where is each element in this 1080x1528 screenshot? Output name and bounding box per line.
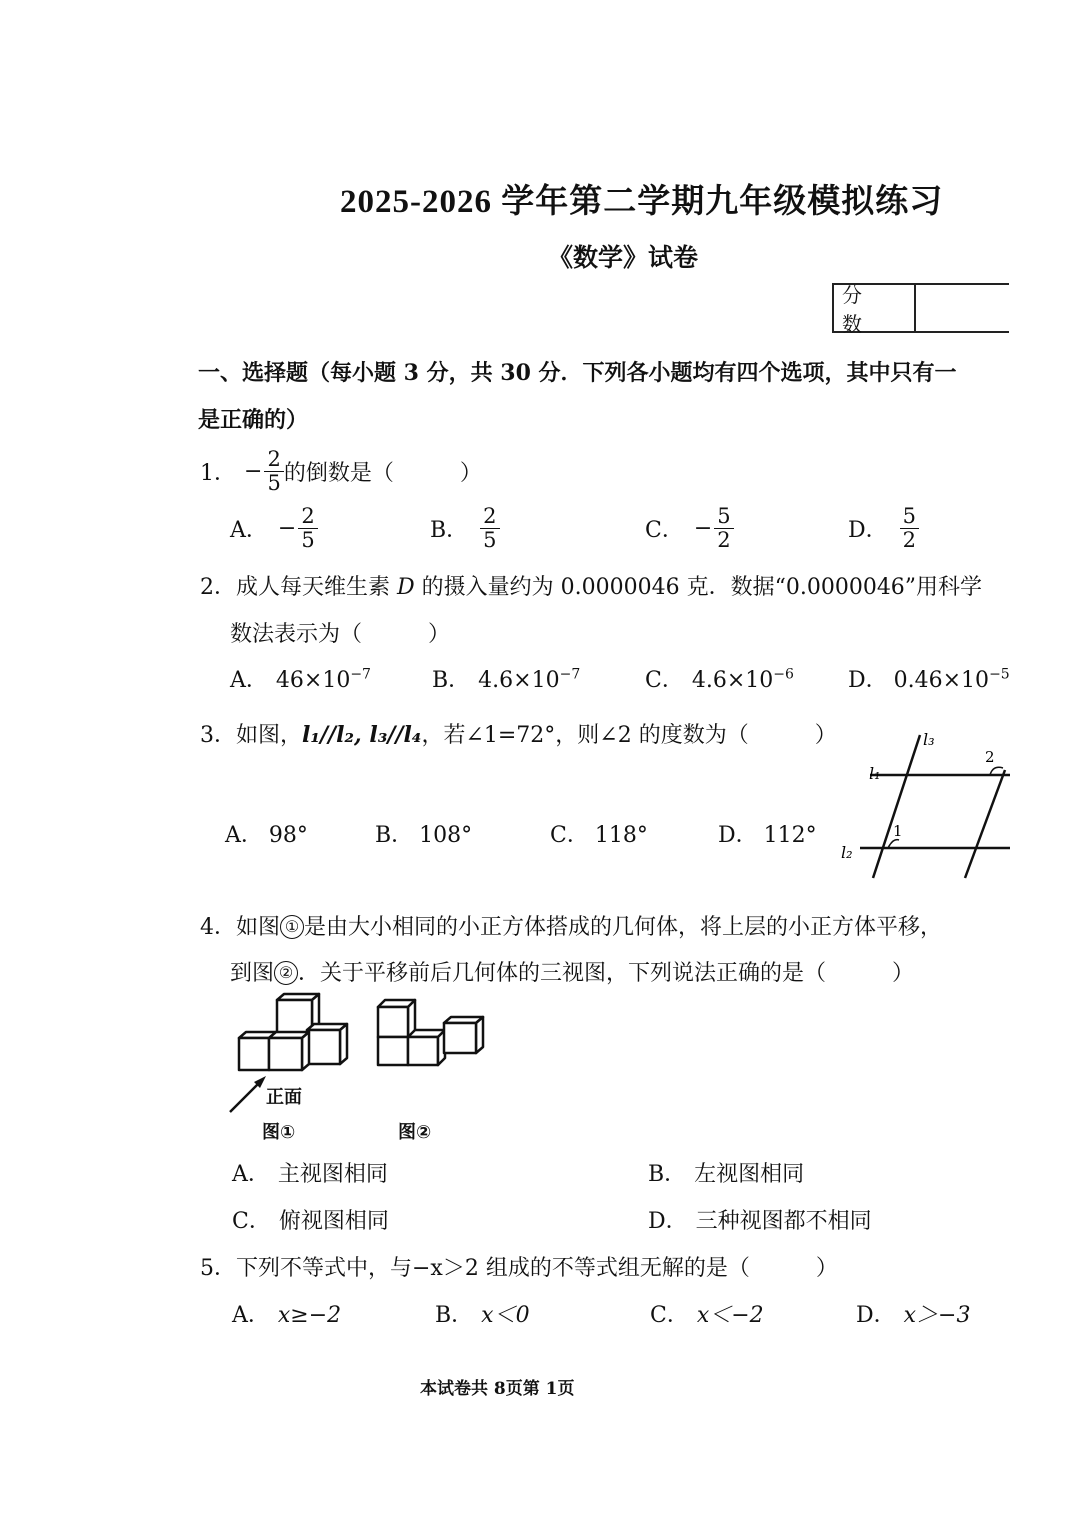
front-arrow-line (230, 1082, 260, 1112)
option-text: 左视图相同 (694, 1162, 805, 1187)
question-text: 到图 (230, 961, 275, 986)
option-text: x≥−2 (277, 1303, 342, 1328)
label-l1: l₁ (869, 764, 881, 783)
question-text: 的倒数是（ ） (283, 461, 482, 487)
exponent: −7 (559, 666, 581, 683)
figure-1-caption: 图① (262, 1122, 296, 1142)
option-label: D． (848, 668, 888, 693)
fraction-numerator: 2 (264, 448, 283, 472)
cube-front-face (378, 1007, 408, 1037)
q4-figure-2-cubes (372, 995, 492, 1070)
fraction-denominator: 5 (301, 528, 315, 553)
label-l2: l₂ (841, 843, 853, 862)
option-value: 98° (268, 823, 308, 848)
fraction-sign: − (244, 459, 263, 485)
fraction (298, 505, 317, 552)
exponent: −5 (989, 666, 1010, 683)
figure-2-marker: ② (274, 961, 298, 985)
fraction (714, 505, 733, 552)
fraction-denominator: 2 (902, 528, 917, 553)
q1-option-d[interactable] (848, 505, 919, 552)
score-box (832, 283, 1009, 336)
question-1-stem (200, 448, 482, 495)
fraction-denominator: 5 (267, 471, 281, 496)
option-label: A． (230, 518, 268, 544)
cube-front-face (239, 1038, 269, 1070)
front-label: 正面 (266, 1087, 302, 1107)
q4-option-d[interactable] (648, 1204, 872, 1235)
option-value: 118° (594, 823, 648, 848)
option-label: B． (430, 518, 469, 544)
option-value: 46×10 (275, 668, 351, 693)
figure-1-marker: ① (280, 915, 304, 939)
option-label: C． (645, 668, 684, 693)
score-label: 分 数 (834, 285, 916, 331)
option-label: A． (232, 1303, 270, 1328)
q1-option-a[interactable] (230, 505, 318, 552)
question-text: 3．如图， (200, 723, 302, 748)
q5-option-b[interactable] (435, 1298, 530, 1329)
fraction (480, 505, 499, 552)
option-text: 三种视图都不相同 (695, 1209, 872, 1234)
question-text: 4．如图 (200, 915, 280, 940)
option-label: B． (435, 1303, 474, 1328)
page-subtitle: 《数学》试卷 (548, 243, 699, 272)
option-label: D． (848, 518, 888, 544)
question-text: 的摄入量约为 0.0000046 克．数据“0.0000046”用科学 (414, 575, 983, 600)
page-title: 2025-2026 学年第二学期九年级模拟练习 (340, 184, 944, 220)
option-label: B． (375, 823, 414, 848)
q4-option-b[interactable] (648, 1157, 804, 1188)
option-value: 0.46×10 (893, 668, 990, 693)
option-text: x＜0 (481, 1303, 530, 1328)
q1-option-b[interactable] (430, 505, 500, 552)
option-label: A． (230, 668, 268, 693)
cube-front-face (444, 1023, 476, 1053)
q5-option-a[interactable] (232, 1298, 341, 1329)
option-label: D． (648, 1209, 688, 1234)
fraction-numerator: 5 (900, 505, 919, 529)
question-5-stem: 5．下列不等式中，与−x＞2 组成的不等式组无解的是（ ） (200, 1256, 838, 1281)
option-label: D． (856, 1303, 896, 1328)
fraction-denominator: 5 (483, 528, 497, 553)
q2-option-a[interactable] (230, 663, 371, 694)
section-heading-line1: 一、选择题（每小题 3 分，共 30 分．下列各小题均有四个选项，其中只有一 (198, 360, 957, 386)
fraction-sign: − (277, 516, 297, 542)
cube-front-face (269, 1038, 302, 1070)
option-label: C． (650, 1303, 689, 1328)
question-2-line2: 数法表示为（ ） (230, 622, 451, 647)
cube-front-face (378, 1037, 408, 1065)
question-3-stem (200, 718, 837, 749)
question-text: ．关于平移前后几何体的三视图，下列说法正确的是（ ） (298, 961, 915, 986)
q2-option-d[interactable] (848, 663, 1010, 694)
option-label: C． (550, 823, 589, 848)
question-4-line1 (200, 910, 942, 941)
q3-option-d[interactable] (718, 818, 817, 849)
q4-option-a[interactable] (232, 1157, 388, 1188)
fraction-sign: − (693, 516, 713, 542)
fraction-denominator: 2 (717, 528, 731, 553)
q5-option-c[interactable] (650, 1298, 764, 1329)
page-footer: 本试卷共 8页第 1页 (420, 1379, 575, 1399)
q2-option-c[interactable] (645, 663, 794, 694)
option-label: A． (225, 823, 263, 848)
option-label: B． (432, 668, 471, 693)
option-value: 108° (419, 823, 473, 848)
option-label: B． (648, 1162, 687, 1187)
question-text: ，若∠1=72°，则∠2 的度数为（ ） (421, 723, 837, 748)
option-text: 主视图相同 (277, 1162, 388, 1187)
option-value: 112° (763, 823, 817, 848)
exponent: −7 (350, 666, 371, 683)
option-text: x＜−2 (696, 1303, 764, 1328)
label-l3: l₃ (923, 730, 935, 749)
fraction-numerator: 5 (714, 505, 733, 529)
condition: l₁//l₂, l₃//l₄ (302, 722, 422, 748)
option-label: C． (645, 518, 684, 544)
fraction-numerator: 2 (480, 505, 499, 529)
label-angle-1: 1 (893, 822, 903, 840)
q2-option-b[interactable] (432, 663, 580, 694)
cube-front-face (408, 1037, 438, 1065)
q3-option-b[interactable] (375, 818, 472, 849)
question-number: 1． (200, 461, 236, 487)
q1-option-c[interactable] (645, 505, 734, 552)
question-4-line2 (230, 956, 914, 987)
variable: D (397, 575, 415, 600)
section-heading-line2: 是正确的） (198, 407, 309, 433)
score-field[interactable] (916, 285, 1009, 331)
q5-option-d[interactable] (856, 1298, 970, 1329)
question-text: 2．成人每天维生素 (200, 575, 397, 600)
line-l3 (873, 735, 920, 878)
q3-option-c[interactable] (550, 818, 648, 849)
label-angle-2: 2 (985, 748, 995, 766)
option-label: C． (232, 1209, 271, 1234)
exponent: −6 (773, 666, 794, 683)
option-label: D． (718, 823, 758, 848)
fraction-numerator: 2 (298, 505, 317, 529)
option-value: 4.6×10 (478, 668, 560, 693)
q3-option-a[interactable] (225, 818, 308, 849)
fraction (900, 505, 919, 552)
fraction (264, 448, 283, 495)
option-label: A． (232, 1162, 270, 1187)
option-text: 俯视图相同 (278, 1209, 389, 1234)
q3-parallel-lines-figure (835, 730, 1010, 885)
question-2-line1 (200, 570, 982, 601)
option-value: 4.6×10 (691, 668, 774, 693)
question-text: 是由大小相同的小正方体搭成的几何体，将上层的小正方体平移， (304, 915, 943, 940)
option-text: x＞−3 (903, 1303, 971, 1328)
figure-2-caption: 图② (398, 1122, 432, 1142)
cube-front-face (307, 1030, 340, 1064)
line-l4 (965, 770, 1005, 878)
q4-option-c[interactable] (232, 1204, 389, 1235)
